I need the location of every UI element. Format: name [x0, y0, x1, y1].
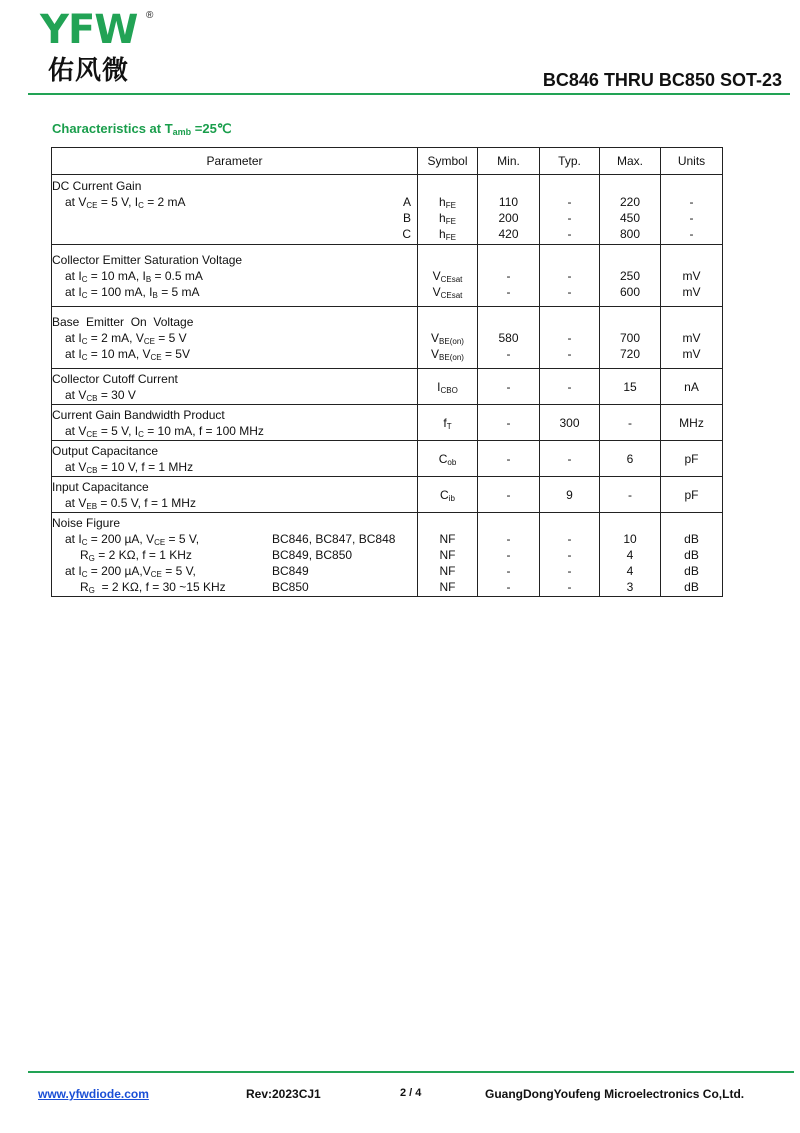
logo-text-cn: 佑风微	[48, 56, 130, 86]
header-units: Units	[661, 148, 723, 175]
max-cell: 10 4 4 3	[600, 513, 661, 597]
param-current-gain-bandwidth-product: Current Gain Bandwidth Product at $V_{CE} = 5$ V, $I_C = 10$ mA, f = 100 MHz	[52, 405, 418, 441]
table-row	[52, 369, 723, 405]
param-title: DC Current Gain	[52, 178, 142, 193]
typ-cell: -	[540, 441, 600, 477]
param-output-capacitance: Output Capacitance at $V_{CB} = 10$ V, f = 1 MHz	[52, 441, 418, 477]
typ-cell: -	[540, 369, 600, 405]
typ-cell: - - -	[540, 175, 600, 245]
unit-cell: mV mV	[661, 245, 723, 307]
param-input-capacitance: Input Capacitance at $V_{EB} = 0.5$ V, f = 1 MHz	[52, 477, 418, 513]
unit-cell: pF	[661, 441, 723, 477]
header-max: Max.	[600, 148, 661, 175]
company-logo	[40, 8, 170, 90]
min-cell: -	[478, 441, 540, 477]
symbol-cell: $V_{BE(on)}$ $V_{BE(on)}$	[418, 307, 478, 369]
revision-label: Rev:2023CJ1	[246, 1087, 321, 1101]
typ-cell: - - - -	[540, 513, 600, 597]
document-title: BC846 THRU BC850 SOT-23	[542, 70, 782, 90]
logo-text-en: YFW	[40, 7, 138, 53]
max-cell: -	[600, 405, 661, 441]
typ-cell: - -	[540, 307, 600, 369]
header-min: Min.	[478, 148, 540, 175]
symbol-cell: $V_{CEsat}$ $V_{CEsat}$	[418, 245, 478, 307]
characteristics-table	[51, 147, 723, 597]
unit-cell: mV mV	[661, 307, 723, 369]
symbol-cell: $C_{ob}$	[418, 441, 478, 477]
min-cell: -	[478, 369, 540, 405]
table-row	[52, 405, 723, 441]
table-row	[52, 175, 723, 245]
table-row	[52, 477, 723, 513]
header-symbol: Symbol	[418, 148, 478, 175]
table-row	[52, 513, 723, 597]
unit-cell: nA	[661, 369, 723, 405]
min-cell: - - - -	[478, 513, 540, 597]
min-cell: -	[478, 405, 540, 441]
header-parameter: Parameter	[52, 148, 418, 175]
unit-cell: - - -	[661, 175, 723, 245]
param-collector-emitter-saturation-voltage: Collector Emitter Saturation Voltage at $I_C = 10$ mA, $I_B = 0.5$ mA at $I_C = 100$ mA, $I_B = 5$ mA	[52, 245, 418, 307]
min-cell: 110 200 420	[478, 175, 540, 245]
page-number: 2 / 4	[400, 1087, 422, 1099]
param-noise-figure: Noise Figure at $I_C = 200$ µA, $V_{CE} = 5$ V, BC846, BC847, BC848 $R_G = 2$ KΩ, f = 1 KHz BC849, BC850 at $I_C = 200$ $\mu A,V_{CE} = 5$ V, BC849 $R_G = 2$ KΩ, f = 30 ~15 KHz BC850	[52, 513, 418, 597]
typ-cell: - -	[540, 245, 600, 307]
max-cell: -	[600, 477, 661, 513]
table-row	[52, 245, 723, 307]
typ-cell: 300	[540, 405, 600, 441]
min-cell: -	[478, 477, 540, 513]
min-cell: 580 -	[478, 307, 540, 369]
table-header-row	[52, 148, 723, 175]
header-typ: Typ.	[540, 148, 600, 175]
max-cell: 15	[600, 369, 661, 405]
symbol-cell: $h_{FE}$ $h_{FE}$ $h_{FE}$	[418, 175, 478, 245]
typ-cell: 9	[540, 477, 600, 513]
footer-divider	[28, 1071, 794, 1073]
max-cell: 220 450 800	[600, 175, 661, 245]
unit-cell: pF	[661, 477, 723, 513]
param-base-emitter-on-voltage: Base Emitter On Voltage at $I_C = 2$ mA, $V_{CE} = 5$ V at $I_C = 10$ mA, $V_{CE} = 5V$	[52, 307, 418, 369]
table-row	[52, 441, 723, 477]
table-row	[52, 307, 723, 369]
max-cell: 700 720	[600, 307, 661, 369]
unit-cell: dB dB dB dB	[661, 513, 723, 597]
section-title: Characteristics at $T_{amb}$ =25℃	[52, 121, 232, 137]
param-collector-cutoff-current: Collector Cutoff Current at $V_{CB} = 30$ V	[52, 369, 418, 405]
max-cell: 6	[600, 441, 661, 477]
symbol-cell: $C_{ib}$	[418, 477, 478, 513]
company-name: GuangDongYoufeng Microelectronics Co,Ltd.	[485, 1087, 745, 1101]
registered-mark: ®	[146, 10, 154, 21]
param-dc-current-gain: DC Current Gain at $V_{CE} = 5$ V, $I_C = 2$ mA A B C	[52, 175, 418, 245]
header-divider	[28, 93, 790, 95]
symbol-cell: $I_{CBO}$	[418, 369, 478, 405]
param-condition: at $V_{CE} = 5$ V, $I_C = 2$ mA A	[65, 194, 411, 210]
symbol-cell: $f_T$	[418, 405, 478, 441]
max-cell: 250 600	[600, 245, 661, 307]
symbol-cell: NF NF NF NF	[418, 513, 478, 597]
min-cell: - -	[478, 245, 540, 307]
unit-cell: MHz	[661, 405, 723, 441]
website-link[interactable]: www.yfwdiode.com	[38, 1087, 149, 1101]
